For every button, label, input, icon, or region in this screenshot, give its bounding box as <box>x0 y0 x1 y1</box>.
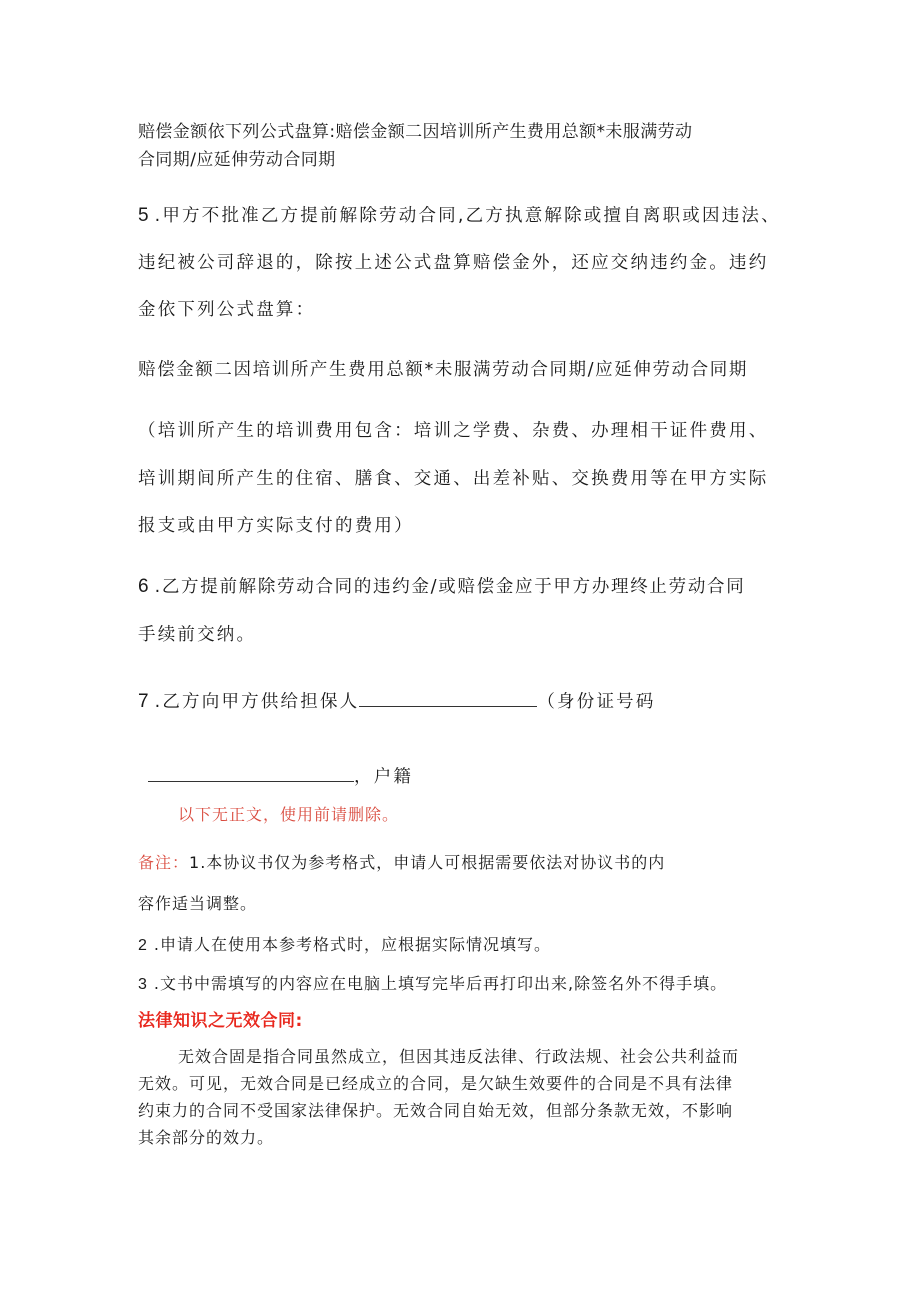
remark-3 <box>138 971 727 994</box>
item-7-line-1 <box>138 688 656 713</box>
item-7-number: 7 <box>138 691 149 712</box>
law-heading: 法律知识之无效合同: <box>138 1011 303 1031</box>
item-5-line-2: 违纪被公司辞退的，除按上述公式盘算赔偿金外，还应交纳违约金。违约 <box>138 253 769 273</box>
item-6-line-1 <box>138 573 745 598</box>
remark-1-line-2: 容作适当调整。 <box>138 894 258 913</box>
item-6-text-1: .乙方提前解除劳动合同的违约金/或赔偿金应于甲方办理终止劳动合同 <box>154 577 746 597</box>
formula-intro-line-2: 合同期/应延伸劳动合同期 <box>138 150 336 170</box>
note-line-3: 报支或由甲方实际支付的费用） <box>138 516 414 536</box>
note-line-2: 培训期间所产生的住宿、膳食、交通、出差补贴、交换费用等在甲方实际 <box>138 469 769 489</box>
remark-3-text: .文书中需填写的内容应在电脑上填写完毕后再打印出来,除签名外不得手填。 <box>153 974 728 993</box>
item-5-number: 5 <box>138 205 149 226</box>
law-line-4: 其余部分的效力。 <box>138 1128 275 1147</box>
item-7-text-2: ，户籍 <box>354 767 414 787</box>
law-line-1: 无效合固是指合同虽然成立，但因其违反法律、行政法规、社会公共利益而 <box>178 1047 740 1066</box>
remark-1-line-1 <box>138 850 665 873</box>
item-7-text-b: （身份证号码 <box>537 692 656 712</box>
law-line-3: 约束力的合同不受国家法律保护。无效合同自始无效，但部分条款无效，不影响 <box>138 1101 734 1120</box>
item-7-line-2 <box>148 763 413 788</box>
item-5-line-1 <box>138 202 781 227</box>
id-number-blank[interactable] <box>148 763 354 782</box>
remark-1-text: 1.本协议书仅为参考格式，申请人可根据需要依法对协议书的内 <box>189 853 666 872</box>
item-6-line-2: 手续前交纳。 <box>138 625 257 645</box>
law-line-2: 无效。可见，无效合同是已经成立的合同，是欠缺生效要件的合同是不具有法律 <box>138 1074 734 1093</box>
item-7-text-a: .乙方向甲方供给担保人 <box>154 692 360 712</box>
remark-3-number: 3 <box>138 976 148 993</box>
item-5-text-1: .甲方不批准乙方提前解除劳动合同,乙方执意解除或擅自离职或因违法、 <box>154 206 781 226</box>
remark-2 <box>138 932 551 955</box>
formula-2: 赔偿金额二因培训所产生费用总额*未服满劳动合同期/应延伸劳动合同期 <box>138 360 748 380</box>
item-5-line-3: 金依下列公式盘算： <box>138 300 316 320</box>
note-line-1: （培训所产生的培训费用包含：培训之学费、杂费、办理相干证件费用、 <box>138 421 769 441</box>
remarks-label: 备注： <box>138 853 190 872</box>
end-notice: 以下无正文，使用前请删除。 <box>178 805 400 824</box>
remark-2-text: .申请人在使用本参考格式时，应根据实际情况填写。 <box>153 935 551 954</box>
item-6-number: 6 <box>138 576 149 597</box>
guarantor-blank[interactable] <box>359 688 537 707</box>
remark-2-number: 2 <box>138 937 148 954</box>
formula-intro-line-1: 赔偿金额依下列公式盘算:赔偿金额二因培训所产生费用总额*未服满劳动 <box>138 122 693 142</box>
